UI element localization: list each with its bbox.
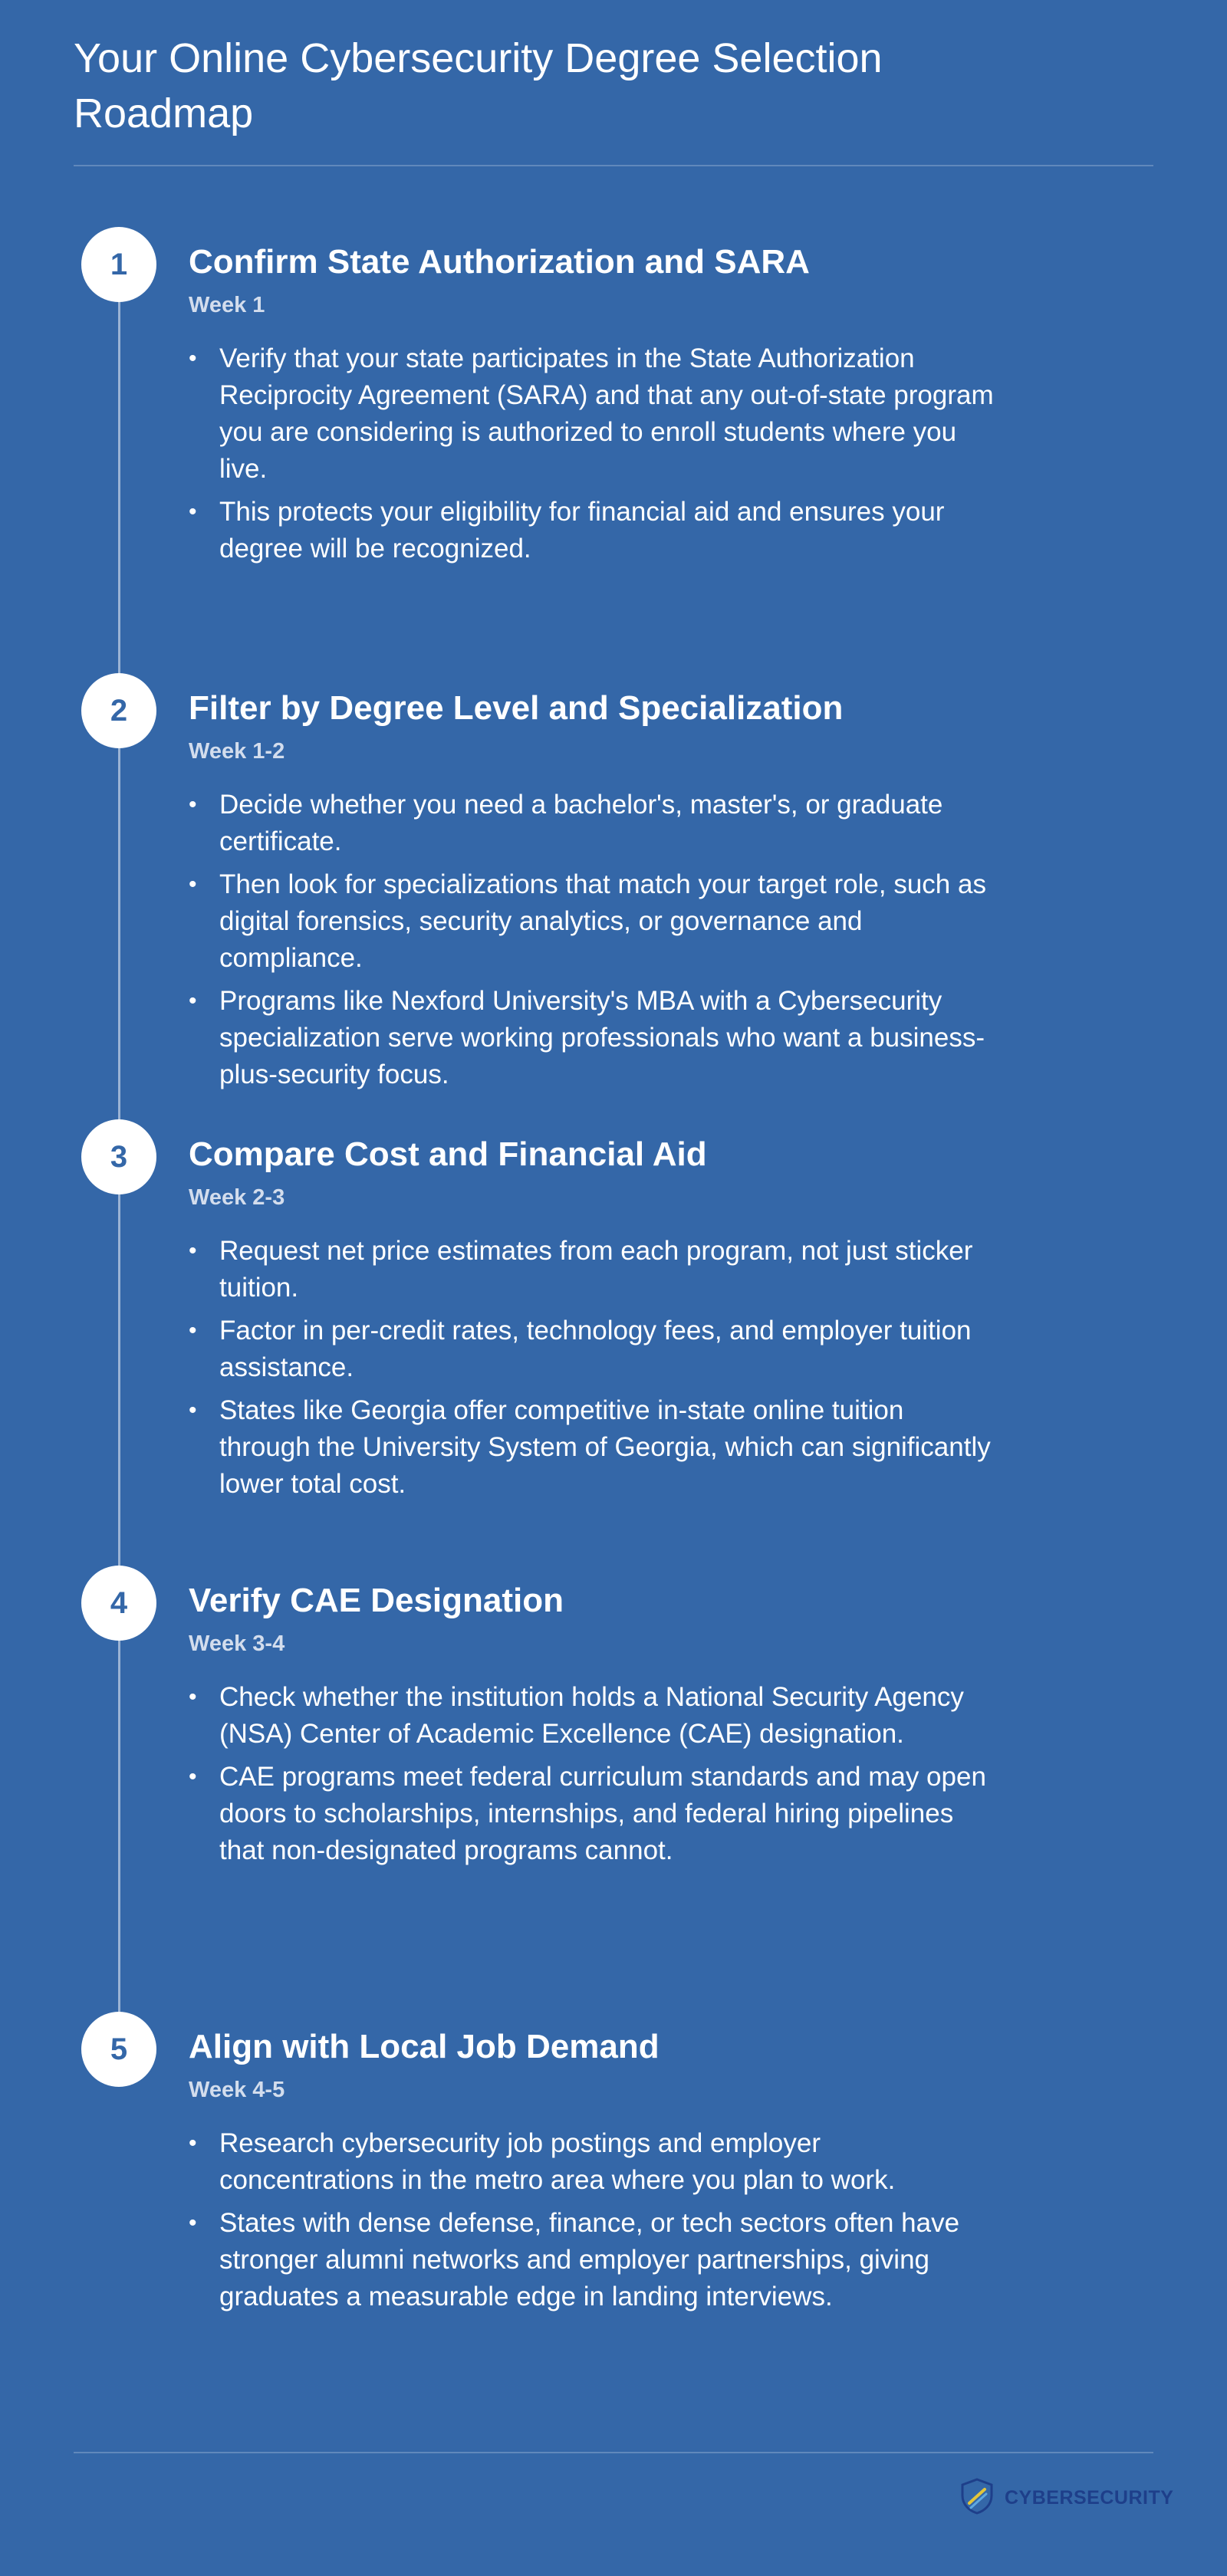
step-week: Week 1-2 [189, 739, 285, 764]
step-point: • Programs like Nexford University's MBA with a Cybersecurity specialization serve working professionals who want a business-plus-security focus. [189, 983, 1002, 1093]
step-number-badge: 1 [81, 227, 156, 302]
step-title: Compare Cost and Financial Aid [189, 1135, 707, 1173]
step-point: • Decide whether you need a bachelor's, master's, or graduate certificate. [189, 787, 1002, 860]
step-number-badge: 5 [81, 2012, 156, 2087]
step-week: Week 4-5 [189, 2078, 285, 2102]
step-title: Confirm State Authorization and SARA [189, 243, 810, 281]
step-title: Verify CAE Designation [189, 1582, 564, 1619]
step-week: Week 2-3 [189, 1185, 285, 1210]
footer-logo [959, 2475, 1173, 2521]
step-point: • States like Georgia offer competitive in-state online tuition through the University System of Georgia, which can significantly lower total cost. [189, 1392, 1002, 1503]
step-number-badge: 2 [81, 673, 156, 748]
step-number-badge: 4 [81, 1566, 156, 1641]
step-points [189, 2125, 1002, 2321]
header-divider [74, 165, 1153, 166]
step-week: Week 3-4 [189, 1631, 285, 1656]
step-points [189, 1233, 1002, 1509]
step-week: Week 1 [189, 293, 265, 317]
step-point: • CAE programs meet federal curriculum standards and may open doors to scholarships, internships, and federal hiring pipelines that non-designated programs cannot. [189, 1759, 1002, 1869]
logo-text: CYBERSECURITY [1005, 2486, 1174, 2509]
page-title: Your Online Cybersecurity Degree Selection Roadmap [74, 35, 883, 136]
footer-divider [74, 2452, 1153, 2453]
step-point: • Factor in per-credit rates, technology fees, and employer tuition assistance. [189, 1313, 1002, 1386]
step-point: • States with dense defense, finance, or tech sectors often have stronger alumni networks and employer partnerships, giving graduates a measurable edge in landing interviews. [189, 2205, 1002, 2315]
step-point: • Request net price estimates from each program, not just sticker tuition. [189, 1233, 1002, 1306]
step-points [189, 787, 1002, 1099]
shield-icon [959, 2477, 995, 2519]
step-title: Align with Local Job Demand [189, 2028, 660, 2065]
step-point: • Then look for specializations that match your target role, such as digital forensics, security analytics, or governance and compliance. [189, 866, 1002, 977]
step-points [189, 340, 1002, 573]
step-point: • Research cybersecurity job postings and employer concentrations in the metro area where you plan to work. [189, 2125, 1002, 2199]
step-number-badge: 3 [81, 1119, 156, 1194]
step-point: • Verify that your state participates in the State Authorization Reciprocity Agreement (SARA) and that any out-of-state program you are considering is authorized to enroll students where you live. [189, 340, 1002, 488]
step-title: Filter by Degree Level and Specialization [189, 689, 844, 727]
step-point: • Check whether the institution holds a National Security Agency (NSA) Center of Academic Excellence (CAE) designation. [189, 1679, 1002, 1753]
step-point: • This protects your eligibility for financial aid and ensures your degree will be recognized. [189, 494, 1002, 567]
step-points [189, 1679, 1002, 1875]
